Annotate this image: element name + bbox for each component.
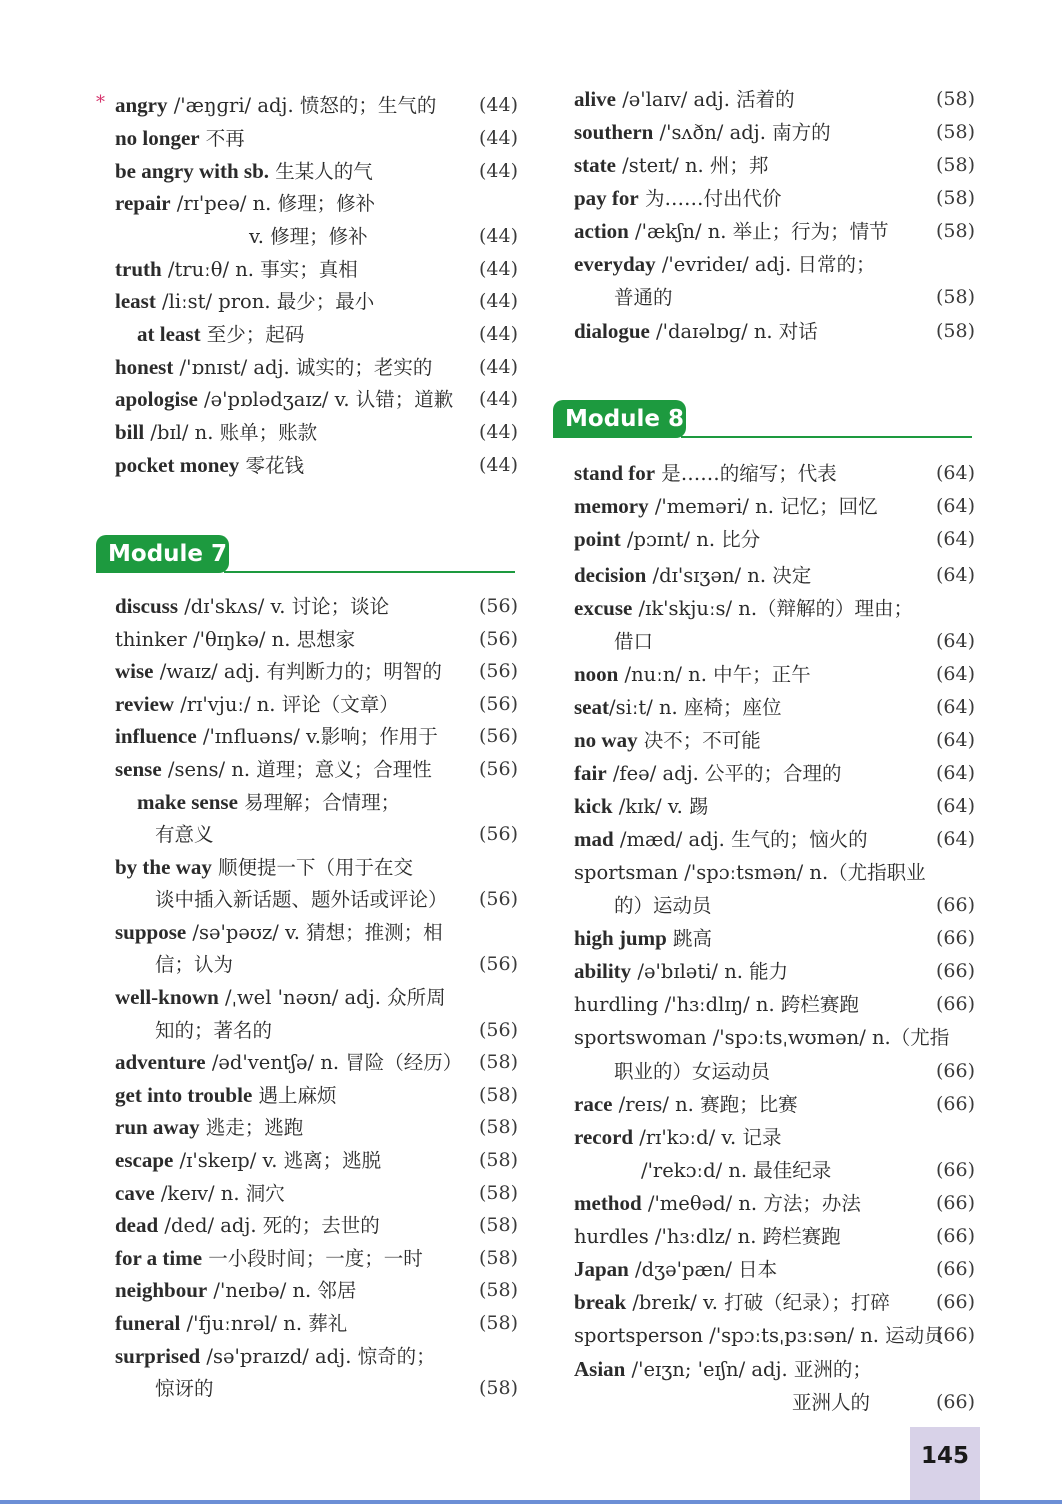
- page-ref: (66): [935, 1324, 975, 1346]
- definition: 普通的: [614, 286, 673, 309]
- definition: /'neɪbə/ n. 邻居: [207, 1279, 357, 1302]
- headword: suppose: [115, 920, 187, 944]
- vocab-entry: [98, 1274, 518, 1307]
- vocab-entry: [98, 1079, 518, 1112]
- headword: influence: [115, 724, 197, 748]
- page-ref: (56): [478, 823, 518, 845]
- definition: sportsman /'spɔːtsmən/ n.（尤指职业: [574, 861, 926, 884]
- headword: mad: [574, 827, 614, 851]
- vocab-entry: [98, 449, 518, 482]
- definition: /dɪ'skʌs/ v. 讨论；谈论: [178, 595, 390, 618]
- definition: /'æŋɡri/ adj. 愤怒的；生气的: [167, 94, 437, 117]
- page-ref: (66): [935, 1159, 975, 1181]
- vocab-entry: [98, 981, 518, 1014]
- headword: angry: [115, 93, 168, 117]
- vocab-entry: [98, 948, 518, 981]
- definition: /liːst/ pron. 最少；最小: [155, 290, 375, 313]
- definition: /ə'pɒlədʒaɪz/ v. 认错；道歉: [197, 388, 454, 411]
- headword: fair: [574, 761, 607, 785]
- vocab-entry: [555, 1353, 975, 1386]
- module-divider: [224, 571, 515, 573]
- vocab-entry: [555, 1319, 975, 1352]
- definition: /kɪk/ v. 踢: [612, 795, 709, 818]
- headword: wise: [115, 659, 154, 683]
- headword: everyday: [574, 252, 656, 276]
- definition: 易理解；合情理；: [237, 791, 401, 814]
- headword: southern: [574, 120, 654, 144]
- page-ref: (64): [935, 564, 975, 586]
- definition: 一小段时间；一度；一时: [202, 1247, 423, 1270]
- module-7-header: [96, 535, 515, 573]
- vocab-entry: [98, 1177, 518, 1210]
- page-ref: (56): [478, 725, 518, 747]
- definition: /sə'pəʊz/ v. 猜想；推测；相: [186, 921, 443, 944]
- headword: stand for: [574, 461, 656, 485]
- page-ref: (56): [478, 660, 518, 682]
- vocab-entry: [98, 720, 518, 753]
- definition: /sə'praɪzd/ adj. 惊奇的；: [200, 1345, 436, 1368]
- page-ref: (66): [935, 894, 975, 916]
- headword: for a time: [115, 1246, 203, 1270]
- page-ref: (66): [935, 1093, 975, 1115]
- headword: race: [574, 1092, 613, 1116]
- vocab-entry: [555, 988, 975, 1021]
- definition: 是……的缩写；代表: [655, 462, 837, 485]
- headword: decision: [574, 563, 647, 587]
- headword: dead: [115, 1213, 159, 1237]
- page-ref: (66): [935, 1291, 975, 1313]
- vocab-entry: [98, 253, 518, 286]
- bottom-border: [0, 1500, 1062, 1504]
- definition: 信；认为: [155, 953, 234, 976]
- module-divider: [681, 436, 972, 438]
- vocab-entry: [98, 688, 518, 721]
- definition: 零花钱: [239, 454, 304, 477]
- star-marker: *: [96, 92, 105, 113]
- headword: apologise: [115, 387, 198, 411]
- headword: repair: [115, 191, 171, 215]
- page-ref: (44): [478, 225, 518, 247]
- headword: get into trouble: [115, 1083, 253, 1107]
- page-ref: (44): [478, 94, 518, 116]
- headword: memory: [574, 494, 649, 518]
- vocab-entry: [555, 955, 975, 988]
- vocab-entry: [98, 416, 518, 449]
- vocab-entry: [555, 1220, 975, 1253]
- definition: 职业的）女运动员: [614, 1060, 771, 1083]
- definition: 谈中插入新话题、题外话或评论）: [155, 888, 448, 911]
- page-ref: (44): [478, 421, 518, 443]
- page-ref: (56): [478, 628, 518, 650]
- definition: 不再: [199, 127, 245, 150]
- page-ref: (64): [935, 729, 975, 751]
- vocab-entry: [555, 1187, 975, 1220]
- module-title: Module 8: [553, 400, 686, 438]
- vocab-entry: [98, 1340, 518, 1373]
- page-ref: (58): [478, 1214, 518, 1236]
- vocab-entry: [98, 187, 518, 220]
- vocab-entry: [555, 922, 975, 955]
- definition: /'eɪʒn; 'eɪʃn/ adj. 亚洲的；: [625, 1358, 872, 1381]
- headword: run away: [115, 1115, 200, 1139]
- vocab-entry: [98, 1111, 518, 1144]
- page-ref: (44): [478, 290, 518, 312]
- headword: bill: [115, 420, 145, 444]
- page-ref: (64): [935, 828, 975, 850]
- page-ref: (44): [478, 454, 518, 476]
- definition: /ə'bɪləti/ n. 能力: [631, 960, 789, 983]
- definition: /'fjuːnrəl/ n. 葬礼: [180, 1312, 348, 1335]
- definition: /bɪl/ n. 账单；账款: [144, 421, 318, 444]
- headword: noon: [574, 662, 619, 686]
- page-number: 145: [920, 1443, 969, 1469]
- definition: /reɪs/ n. 赛跑；比赛: [612, 1093, 798, 1116]
- definition: /'sʌðn/ adj. 南方的: [653, 121, 831, 144]
- vocab-entry: [98, 89, 518, 122]
- definition: /pɔɪnt/ n. 比分: [620, 528, 761, 551]
- page-ref: (64): [935, 696, 975, 718]
- page-ref: (66): [935, 993, 975, 1015]
- vocab-entry: [98, 883, 518, 916]
- headword: Asian: [574, 1357, 626, 1381]
- definition: /'rekɔːd/ n. 最佳纪录: [641, 1159, 832, 1182]
- headword: pay for: [574, 186, 639, 210]
- vocab-entry: [98, 655, 518, 688]
- headword: truth: [115, 257, 162, 281]
- definition: 的）运动员: [614, 894, 712, 917]
- page-ref: (64): [935, 528, 975, 550]
- definition: 顺便提一下（用于在交: [211, 856, 414, 879]
- page-ref: (56): [478, 953, 518, 975]
- page-number-box: [910, 1427, 980, 1504]
- headword: Japan: [574, 1257, 629, 1281]
- page-ref: (58): [478, 1377, 518, 1399]
- definition: 为……付出代价: [638, 187, 782, 210]
- vocab-entry: [555, 83, 975, 116]
- module-title: Module 7: [96, 535, 229, 573]
- definition: hurdling /'hɜːdlɪŋ/ n. 跨栏赛跑: [574, 993, 859, 1016]
- definition: /ə'laɪv/ adj. 活着的: [616, 88, 795, 111]
- vocab-entry: [555, 182, 975, 215]
- definition: 有意义: [155, 823, 214, 846]
- page-ref: (58): [935, 121, 975, 143]
- headword: excuse: [574, 596, 633, 620]
- vocab-entry: [98, 122, 518, 155]
- definition: /dʒə'pæn/ 日本: [628, 1258, 778, 1281]
- definition: /rɪ'kɔːd/ v. 记录: [633, 1126, 782, 1149]
- headword: alive: [574, 87, 616, 111]
- page-ref: (44): [478, 356, 518, 378]
- vocab-entry: [555, 149, 975, 182]
- definition: 生某人的气: [269, 160, 373, 183]
- definition: /waɪz/ adj. 有判断力的；明智的: [153, 660, 442, 683]
- headword: honest: [115, 355, 174, 379]
- definition: /'ɪnfluəns/ v.影响；作用于: [196, 725, 438, 748]
- definition: 知的；著名的: [155, 1019, 273, 1042]
- page-ref: (58): [478, 1116, 518, 1138]
- vocab-entry: [555, 523, 975, 556]
- vocab-entry: [98, 285, 518, 318]
- vocab-entry: [555, 856, 975, 889]
- page-ref: (58): [478, 1051, 518, 1073]
- page-ref: (64): [935, 495, 975, 517]
- definition: 亚洲人的: [792, 1391, 871, 1414]
- vocab-entry: [98, 318, 518, 351]
- vocab-entry: [98, 220, 518, 253]
- page-ref: (66): [935, 1060, 975, 1082]
- page-ref: (58): [478, 1084, 518, 1106]
- headword: kick: [574, 794, 613, 818]
- vocab-entry: [555, 790, 975, 823]
- definition: 跳高: [666, 927, 712, 950]
- definition: /siːt/ n. 座椅；座位: [609, 696, 782, 719]
- vocab-entry: [555, 592, 975, 625]
- definition: /feə/ adj. 公平的；合理的: [606, 762, 842, 785]
- vocab-entry: [555, 1154, 975, 1187]
- page-ref: (58): [478, 1247, 518, 1269]
- headword: pocket money: [115, 453, 240, 477]
- vocab-entry: [555, 281, 975, 314]
- definition: /rɪ'peə/ n. 修理；修补: [170, 192, 376, 215]
- headword: break: [574, 1290, 627, 1314]
- vocab-entry: [555, 625, 975, 658]
- page-ref: (58): [935, 88, 975, 110]
- vocab-entry: [98, 383, 518, 416]
- definition: sportswoman /'spɔːtsˌwʊmən/ n.（尤指: [574, 1026, 950, 1049]
- headword: dialogue: [574, 319, 650, 343]
- vocab-entry: [98, 851, 518, 884]
- headword: be angry with sb.: [115, 159, 270, 183]
- definition: /rɪ'vjuː/ n. 评论（文章）: [174, 693, 399, 716]
- vocab-entry: [98, 155, 518, 188]
- definition: /'daɪəlɒɡ/ n. 对话: [649, 320, 818, 343]
- vocab-entry: [555, 315, 975, 348]
- page-ref: (66): [935, 1391, 975, 1413]
- page-ref: (64): [935, 762, 975, 784]
- vocab-entry: [98, 590, 518, 623]
- page-ref: (58): [935, 286, 975, 308]
- definition: thinker /'θɪŋkə/ n. 思想家: [115, 628, 356, 651]
- page-ref: (44): [478, 388, 518, 410]
- vocab-entry: [98, 1307, 518, 1340]
- page-ref: (56): [478, 888, 518, 910]
- definition: /ɪ'skeɪp/ v. 逃离；逃脱: [173, 1149, 382, 1172]
- definition: 遇上麻烦: [252, 1084, 337, 1107]
- page-ref: (56): [478, 595, 518, 617]
- page-ref: (58): [478, 1149, 518, 1171]
- vocab-entry: [98, 623, 518, 656]
- headword: state: [574, 153, 616, 177]
- page-ref: (58): [935, 187, 975, 209]
- definition: hurdles /'hɜːdlz/ n. 跨栏赛跑: [574, 1225, 841, 1248]
- module-8-header: [553, 400, 972, 438]
- definition: sportsperson /'spɔːtsˌpɜːsən/ n. 运动员: [574, 1324, 944, 1347]
- vocab-entry: [98, 1014, 518, 1047]
- page-ref: (58): [478, 1312, 518, 1334]
- vocab-entry: [98, 786, 518, 819]
- vocab-entry: [555, 490, 975, 523]
- vocab-entry: [555, 1253, 975, 1286]
- vocab-entry: [555, 823, 975, 856]
- vocab-entry: [98, 1372, 518, 1405]
- headword: sense: [115, 757, 162, 781]
- vocab-entry: [555, 116, 975, 149]
- vocab-entry: [555, 457, 975, 490]
- vocab-entry: [555, 1021, 975, 1054]
- headword: by the way: [115, 855, 212, 879]
- page-ref: (44): [478, 258, 518, 280]
- vocab-entry: [555, 1286, 975, 1319]
- vocab-entry: [98, 818, 518, 851]
- headword: ability: [574, 959, 632, 983]
- page-ref: (56): [478, 758, 518, 780]
- page-ref: (66): [935, 927, 975, 949]
- definition: /truːθ/ n. 事实；真相: [161, 258, 358, 281]
- definition: /ded/ adj. 死的；去世的: [158, 1214, 380, 1237]
- page-ref: (64): [935, 630, 975, 652]
- vocab-entry: [98, 351, 518, 384]
- definition: 借口: [614, 630, 654, 653]
- definition: /dɪ'sɪʒən/ n. 决定: [646, 564, 812, 587]
- definition: /'meθəd/ n. 方法；办法: [641, 1192, 861, 1215]
- headword: at least: [137, 322, 201, 346]
- vocab-entry: [98, 1046, 518, 1079]
- definition: /'evrideɪ/ adj. 日常的；: [655, 253, 876, 276]
- page-ref: (44): [478, 323, 518, 345]
- definition: 逃走；逃跑: [199, 1116, 304, 1139]
- page-ref: (44): [478, 127, 518, 149]
- page-ref: (56): [478, 1019, 518, 1041]
- definition: /'meməri/ n. 记忆；回忆: [648, 495, 878, 518]
- vocab-entry: [555, 215, 975, 248]
- vocab-entry: [555, 1088, 975, 1121]
- vocab-entry: [555, 1121, 975, 1154]
- headword: make sense: [137, 790, 238, 814]
- vocab-entry: [555, 1386, 975, 1419]
- headword: action: [574, 219, 629, 243]
- headword: point: [574, 527, 621, 551]
- page-ref: (64): [935, 462, 975, 484]
- headword: no longer: [115, 126, 200, 150]
- definition: /sens/ n. 道理；意义；合理性: [161, 758, 432, 781]
- headword: neighbour: [115, 1278, 208, 1302]
- vocab-entry: [98, 916, 518, 949]
- vocab-entry: [555, 691, 975, 724]
- vocab-entry: [98, 1144, 518, 1177]
- definition: /nuːn/ n. 中午；正午: [618, 663, 811, 686]
- headword: seat: [574, 695, 609, 719]
- headword: record: [574, 1125, 634, 1149]
- definition: /mæd/ adj. 生气的；恼火的: [613, 828, 868, 851]
- definition: /'ækʃn/ n. 举止；行为；情节: [628, 220, 889, 243]
- vocab-entry: [555, 559, 975, 592]
- headword: adventure: [115, 1050, 206, 1074]
- headword: escape: [115, 1148, 174, 1172]
- page-ref: (66): [935, 1192, 975, 1214]
- vocab-entry: [555, 724, 975, 757]
- definition: v. 修理；修补: [249, 225, 368, 248]
- definition: /əd'ventʃə/ n. 冒险（经历）: [205, 1051, 463, 1074]
- headword: funeral: [115, 1311, 181, 1335]
- headword: review: [115, 692, 175, 716]
- headword: high jump: [574, 926, 667, 950]
- page-ref: (58): [935, 220, 975, 242]
- definition: /ɪk'skjuːs/ n.（辩解的）理由；: [632, 597, 914, 620]
- page-ref: (58): [478, 1182, 518, 1204]
- headword: surprised: [115, 1344, 201, 1368]
- vocab-entry: [555, 757, 975, 790]
- page-ref: (66): [935, 1258, 975, 1280]
- headword: least: [115, 289, 156, 313]
- vocab-entry: [555, 248, 975, 281]
- definition: 决不；不可能: [637, 729, 761, 752]
- page-ref: (56): [478, 693, 518, 715]
- definition: /'ɒnɪst/ adj. 诚实的；老实的: [173, 356, 433, 379]
- headword: method: [574, 1191, 642, 1215]
- page-ref: (44): [478, 160, 518, 182]
- page-ref: (66): [935, 1225, 975, 1247]
- page-ref: (64): [935, 663, 975, 685]
- vocab-entry: [98, 1242, 518, 1275]
- vocab-entry: [98, 1209, 518, 1242]
- definition: /breɪk/ v. 打破（纪录）；打碎: [626, 1291, 890, 1314]
- definition: 惊讶的: [155, 1377, 214, 1400]
- page-ref: (58): [478, 1279, 518, 1301]
- page-ref: (66): [935, 960, 975, 982]
- definition: 至少；起码: [200, 323, 305, 346]
- headword: well-known: [115, 985, 219, 1009]
- definition: /ˌwel 'nəʊn/ adj. 众所周: [218, 986, 446, 1009]
- headword: cave: [115, 1181, 155, 1205]
- vocab-entry: [555, 1055, 975, 1088]
- headword: discuss: [115, 594, 179, 618]
- page-ref: (58): [935, 320, 975, 342]
- definition: /keɪv/ n. 洞穴: [154, 1182, 285, 1205]
- page-ref: (58): [935, 154, 975, 176]
- vocab-entry: [555, 658, 975, 691]
- vocab-entry: [555, 889, 975, 922]
- vocab-entry: [98, 753, 518, 786]
- definition: /steɪt/ n. 州；邦: [615, 154, 769, 177]
- headword: no way: [574, 728, 638, 752]
- page-ref: (64): [935, 795, 975, 817]
